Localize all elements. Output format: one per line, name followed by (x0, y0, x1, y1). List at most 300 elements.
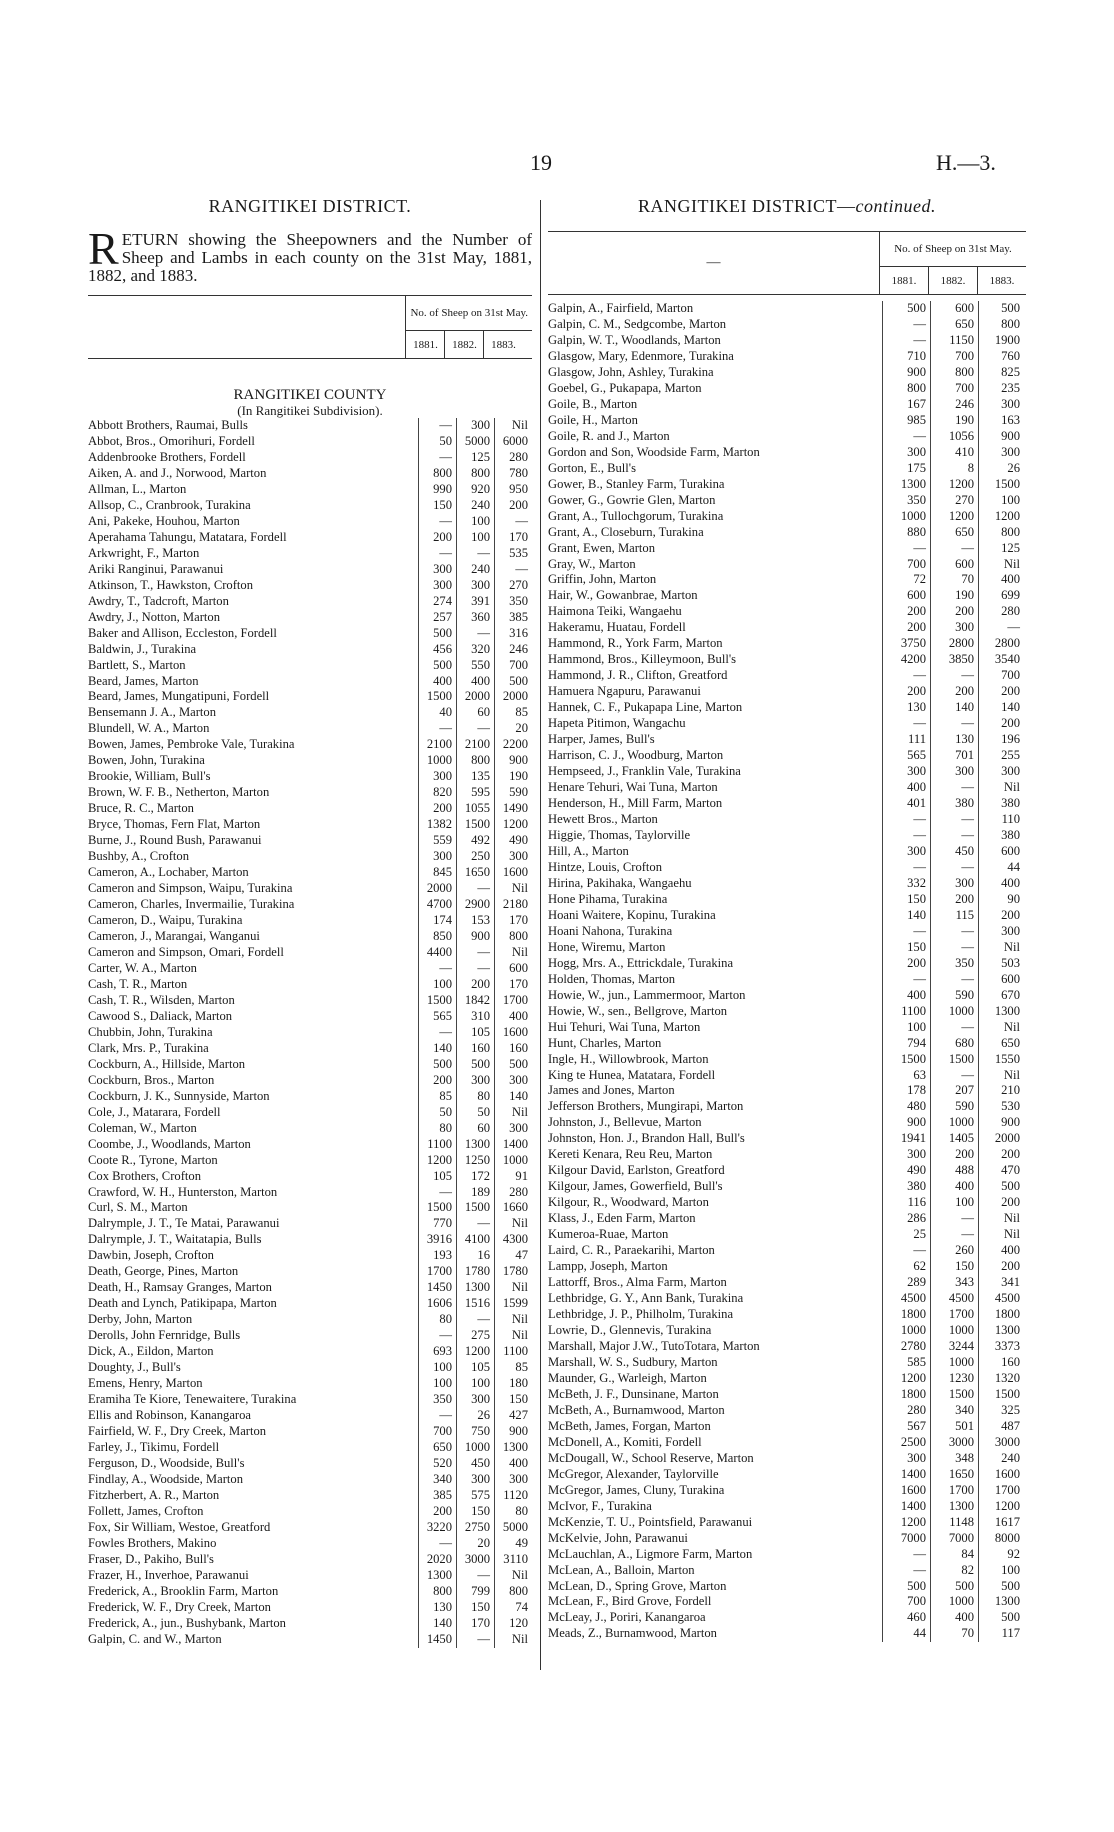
table-row (548, 668, 1026, 684)
sheep-1882: 1780 (456, 1264, 494, 1280)
sheep-1882: 800 (456, 753, 494, 769)
table-row (548, 780, 1026, 796)
sheep-1882: 400 (930, 1179, 978, 1195)
table-row (88, 1312, 532, 1328)
sheep-1882: 200 (930, 684, 978, 700)
table-row (88, 1328, 532, 1344)
sheep-1883: 300 (978, 445, 1026, 461)
sheep-1883: 4500 (978, 1291, 1026, 1307)
sheep-1882: 1650 (456, 865, 494, 881)
sheep-1881: 300 (418, 578, 456, 594)
sheep-1881: 1300 (418, 1568, 456, 1584)
sheep-1881: 2500 (882, 1435, 930, 1451)
table-row (548, 940, 1026, 956)
table-row (88, 1153, 532, 1169)
sheep-1882: 300 (456, 1472, 494, 1488)
sheep-1883: 400 (978, 876, 1026, 892)
table-row (88, 610, 532, 626)
sheep-1883: 200 (978, 908, 1026, 924)
sheep-1881: 1200 (882, 1515, 930, 1531)
table-row (88, 1200, 532, 1216)
table-row (548, 1147, 1026, 1163)
table-row (88, 1073, 532, 1089)
sheep-1883: 650 (978, 1036, 1026, 1052)
table-row (88, 865, 532, 881)
table-row (548, 1020, 1026, 1036)
sheep-1881: 80 (418, 1121, 456, 1137)
sheep-1881: 1500 (418, 1200, 456, 1216)
sheep-1882: — (930, 1020, 978, 1036)
sheep-1881: 1500 (882, 1052, 930, 1068)
sheep-1882: 100 (456, 530, 494, 546)
sheep-1881: 700 (418, 1424, 456, 1440)
sheep-1881: 178 (882, 1083, 930, 1099)
sheep-1883: 600 (978, 972, 1026, 988)
owner-name: Coleman, W., Marton (88, 1120, 197, 1135)
sheep-1881: 1800 (882, 1307, 930, 1323)
sheep-1883: 300 (494, 1472, 532, 1488)
owner-name: Higgie, Thomas, Taylorville (548, 827, 691, 842)
owner-name: Death, George, Pines, Marton (88, 1264, 239, 1279)
sheep-1883: 300 (494, 1121, 532, 1137)
table-row (548, 1179, 1026, 1195)
owner-name: Bowen, John, Turakina (88, 753, 205, 768)
table-row (88, 1408, 532, 1424)
sheep-1883: 1400 (494, 1137, 532, 1153)
sheep-1881: 1100 (882, 1004, 930, 1020)
owner-name: Fowles Brothers, Makino (88, 1535, 217, 1550)
table-row (548, 1243, 1026, 1259)
sheep-1881: 1500 (418, 993, 456, 1009)
table-row (88, 1552, 532, 1568)
sheep-1882: 1000 (930, 1323, 978, 1339)
owner-name: Beard, James, Mungatipuni, Fordell (88, 689, 270, 704)
table-row (548, 1387, 1026, 1403)
sheep-1881: 800 (418, 1584, 456, 1600)
name-column-header: — (548, 232, 880, 294)
sheep-1882: 701 (930, 748, 978, 764)
table-row (88, 817, 532, 833)
sheep-1883: 6000 (494, 434, 532, 450)
owner-name: Doughty, J., Bull's (88, 1360, 181, 1375)
sheep-1881: 693 (418, 1344, 456, 1360)
owner-name: Brown, W. F. B., Netherton, Marton (88, 785, 270, 800)
owner-name: Cox Brothers, Crofton (88, 1168, 201, 1183)
sheep-1883: Nil (978, 1068, 1026, 1084)
table-row (88, 1600, 532, 1616)
sheep-1883: 110 (978, 812, 1026, 828)
sheep-1881: 400 (418, 674, 456, 690)
owner-name: Cawood S., Daliack, Marton (88, 1008, 233, 1023)
sheep-1883: 1700 (978, 1483, 1026, 1499)
sheep-1882: 4500 (930, 1291, 978, 1307)
table-row (548, 636, 1026, 652)
sheep-1881: 140 (418, 1616, 456, 1632)
sheep-1883: 400 (494, 1009, 532, 1025)
sheep-1881: — (882, 828, 930, 844)
sheep-1881: 650 (418, 1440, 456, 1456)
sheep-1881: — (882, 812, 930, 828)
sheep-1881: 105 (418, 1169, 456, 1185)
sheep-1883: 170 (494, 530, 532, 546)
sheep-1881: 1200 (882, 1371, 930, 1387)
table-row (88, 1392, 532, 1408)
sheep-1881: 1382 (418, 817, 456, 833)
table-row (548, 1131, 1026, 1147)
owner-name: Galpin, W. T., Woodlands, Marton (548, 332, 721, 347)
table-row (88, 1280, 532, 1296)
sheep-1881: 111 (882, 732, 930, 748)
owner-name: Hui Tehuri, Wai Tuna, Marton (548, 1019, 701, 1034)
table-row (548, 988, 1026, 1004)
sheep-1881: 340 (418, 1472, 456, 1488)
table-row (548, 381, 1026, 397)
sheep-1883: Nil (494, 1280, 532, 1296)
sheep-1882: 300 (456, 418, 494, 434)
sheep-1881: 900 (882, 365, 930, 381)
owner-name: Arkwright, F., Marton (88, 545, 200, 560)
sheep-1882: 82 (930, 1563, 978, 1579)
sheep-1882: — (930, 541, 978, 557)
owner-name: Bryce, Thomas, Fern Flat, Marton (88, 817, 261, 832)
owner-name: Frederick, W. F., Dry Creek, Marton (88, 1599, 271, 1614)
sheep-1883: 487 (978, 1419, 1026, 1435)
sheep-1881: 770 (418, 1216, 456, 1232)
sheep-1883: 1599 (494, 1296, 532, 1312)
sheep-1883: 300 (494, 1073, 532, 1089)
table-row (548, 860, 1026, 876)
sheep-1881: — (418, 961, 456, 977)
sheep-1883: 85 (494, 1360, 532, 1376)
table-row (88, 1137, 532, 1153)
sheep-1882: 1000 (930, 1355, 978, 1371)
table-row (88, 1232, 532, 1248)
sheep-1883: 825 (978, 365, 1026, 381)
sheep-1883: 3540 (978, 652, 1026, 668)
sheep-1881: 300 (882, 764, 930, 780)
table-row (88, 977, 532, 993)
sheep-1881: 300 (882, 1451, 930, 1467)
sheep-1883: 210 (978, 1083, 1026, 1099)
sheep-1881: 300 (882, 844, 930, 860)
owner-name: Ingle, H., Willowbrook, Marton (548, 1051, 709, 1066)
sheep-1883: 427 (494, 1408, 532, 1424)
sheep-1882: 501 (930, 1419, 978, 1435)
sheep-1883: 3110 (494, 1552, 532, 1568)
owner-name: Frazer, H., Inverhoe, Parawanui (88, 1567, 249, 1582)
sheep-1882: 100 (456, 514, 494, 530)
owner-name: Meads, Z., Burnamwood, Marton (548, 1626, 717, 1641)
sheep-1882: 60 (456, 1121, 494, 1137)
sheep-1881: 456 (418, 642, 456, 658)
owner-name: Bushby, A., Crofton (88, 849, 189, 864)
sheep-1883: 1500 (978, 477, 1026, 493)
owner-name: Brookie, William, Bull's (88, 769, 211, 784)
table-row (548, 1052, 1026, 1068)
sheep-1881: 150 (882, 940, 930, 956)
sheep-1881: 565 (418, 1009, 456, 1025)
table-row (548, 1483, 1026, 1499)
sheep-count-header: No. of Sheep on 31st May. (880, 232, 1026, 267)
sheep-1881: 62 (882, 1259, 930, 1275)
owner-name: Aperahama Tahungu, Matatara, Fordell (88, 529, 287, 544)
sheep-1882: 300 (930, 620, 978, 636)
sheep-1883: 270 (494, 578, 532, 594)
sheep-1883: Nil (494, 1216, 532, 1232)
sheep-1881: 820 (418, 785, 456, 801)
table-row (88, 689, 532, 705)
owner-list-right (548, 301, 1026, 1642)
sheep-1881: 130 (882, 700, 930, 716)
sheep-1881: 150 (882, 892, 930, 908)
sheep-1883: 200 (978, 684, 1026, 700)
sheep-1883: 240 (978, 1451, 1026, 1467)
year-1883-header: 1883. (989, 274, 1015, 287)
table-row (548, 1275, 1026, 1291)
sheep-1883: 1500 (978, 1387, 1026, 1403)
table-row (88, 562, 532, 578)
sheep-1883: Nil (494, 1312, 532, 1328)
owner-name: Jefferson Brothers, Mungirapi, Marton (548, 1099, 744, 1114)
sheep-1882: 1150 (930, 333, 978, 349)
sheep-1881: 2000 (418, 881, 456, 897)
sheep-1883: 325 (978, 1403, 1026, 1419)
owner-name: Hoani Nahona, Turakina (548, 923, 673, 938)
sheep-1881: 1200 (418, 1153, 456, 1169)
table-row (88, 1520, 532, 1536)
sheep-1883: 316 (494, 626, 532, 642)
owner-name: Hill, A., Marton (548, 843, 629, 858)
owner-name: Dalrymple, J. T., Te Matai, Parawanui (88, 1216, 280, 1231)
sheep-1883: 1780 (494, 1264, 532, 1280)
owner-name: James and Jones, Marton (548, 1083, 675, 1098)
table-row (548, 413, 1026, 429)
sheep-1883: 800 (978, 525, 1026, 541)
owner-name: Cameron and Simpson, Waipu, Turakina (88, 881, 293, 896)
table-row (548, 892, 1026, 908)
sheep-1883: 1900 (978, 333, 1026, 349)
sheep-1882: 1516 (456, 1296, 494, 1312)
owner-name: Crawford, W. H., Hunterston, Marton (88, 1184, 278, 1199)
owner-name: Kilgour, James, Gowerfield, Bull's (548, 1179, 723, 1194)
sheep-1883: 300 (978, 397, 1026, 413)
sheep-1882: 348 (930, 1451, 978, 1467)
sheep-1883: 49 (494, 1536, 532, 1552)
owner-name: Klass, J., Eden Farm, Marton (548, 1211, 696, 1226)
sheep-1883: 800 (494, 1584, 532, 1600)
table-row (548, 301, 1026, 317)
sheep-1883: 26 (978, 461, 1026, 477)
sheep-1881: 174 (418, 913, 456, 929)
sheep-1881: 700 (882, 1594, 930, 1610)
owner-name: Curl, S. M., Marton (88, 1200, 188, 1215)
sheep-1883: — (494, 562, 532, 578)
sheep-1883: 160 (978, 1355, 1026, 1371)
table-row (88, 737, 532, 753)
sheep-1883: 1200 (978, 509, 1026, 525)
sheep-1881: 1100 (418, 1137, 456, 1153)
sheep-1881: 520 (418, 1456, 456, 1472)
sheep-1882: 70 (930, 1626, 978, 1642)
sheep-1882: 70 (930, 572, 978, 588)
page-code: H.—3. (936, 150, 996, 175)
sheep-1882: 700 (930, 381, 978, 397)
table-row (88, 753, 532, 769)
table-row (548, 1451, 1026, 1467)
owner-name: McLeay, J., Poriri, Kanangaroa (548, 1610, 706, 1625)
subdivision-heading: (In Rangitikei Subdivision). (237, 403, 383, 418)
owner-name: Harper, James, Bull's (548, 732, 655, 747)
sheep-1881: 100 (418, 1360, 456, 1376)
sheep-1883: 80 (494, 1504, 532, 1520)
table-row (88, 849, 532, 865)
table-row (548, 317, 1026, 333)
owner-name: Bartlett, S., Marton (88, 657, 186, 672)
owner-name: Farley, J., Tikimu, Fordell (88, 1440, 220, 1454)
table-row (548, 1291, 1026, 1307)
sheep-1881: 1000 (882, 509, 930, 525)
sheep-1882: 105 (456, 1025, 494, 1041)
sheep-1883: 20 (494, 721, 532, 737)
owner-name: Clark, Mrs. P., Turakina (88, 1040, 209, 1055)
owner-name: Abbot, Bros., Omorihuri, Fordell (88, 433, 255, 448)
sheep-1882: — (456, 1568, 494, 1584)
sheep-1883: 1120 (494, 1488, 532, 1504)
sheep-1881: 500 (882, 1579, 930, 1595)
table-row (548, 1419, 1026, 1435)
sheep-1881: 4400 (418, 945, 456, 961)
sheep-1882: — (930, 1211, 978, 1227)
sheep-1881: 380 (882, 1179, 930, 1195)
sheep-1881: 990 (418, 482, 456, 498)
sheep-1882: 200 (930, 604, 978, 620)
sheep-1881: 1400 (882, 1467, 930, 1483)
sheep-1882: 105 (456, 1360, 494, 1376)
table-row (548, 828, 1026, 844)
table-row (88, 1424, 532, 1440)
sheep-1881: — (882, 924, 930, 940)
table-row (88, 1440, 532, 1456)
sheep-1883: 800 (494, 929, 532, 945)
sheep-1882: 1300 (456, 1280, 494, 1296)
table-row (548, 477, 1026, 493)
sheep-1882: 600 (930, 557, 978, 573)
sheep-1881: 3750 (882, 636, 930, 652)
owner-name: Burne, J., Round Bush, Parawanui (88, 833, 262, 848)
table-row (88, 1089, 532, 1105)
sheep-1882: 1200 (930, 509, 978, 525)
sheep-1882: 1842 (456, 993, 494, 1009)
table-row (548, 908, 1026, 924)
sheep-1882: 800 (930, 365, 978, 381)
sheep-1883: Nil (978, 940, 1026, 956)
sheep-1881: 80 (418, 1312, 456, 1328)
table-row (548, 1610, 1026, 1626)
table-row (88, 801, 532, 817)
sheep-1882: 343 (930, 1275, 978, 1291)
sheep-1881: 193 (418, 1248, 456, 1264)
sheep-1883: Nil (494, 418, 532, 434)
owner-name: Galpin, C. M., Sedgcombe, Marton (548, 316, 727, 331)
sheep-1882: 1700 (930, 1483, 978, 1499)
owner-name: Frederick, A., Brooklin Farm, Marton (88, 1583, 279, 1598)
sheep-1883: 1300 (978, 1323, 1026, 1339)
table-row (548, 1626, 1026, 1642)
sheep-1881: 2020 (418, 1552, 456, 1568)
sheep-1881: 63 (882, 1068, 930, 1084)
sheep-1882: 207 (930, 1083, 978, 1099)
table-row (548, 1036, 1026, 1052)
sheep-1882: 750 (456, 1424, 494, 1440)
owner-name: Lampp, Joseph, Marton (548, 1259, 668, 1274)
owner-name: Holden, Thomas, Marton (548, 971, 676, 986)
table-row (88, 721, 532, 737)
sheep-1882: 50 (456, 1105, 494, 1121)
sheep-1883: 196 (978, 732, 1026, 748)
table-row (548, 732, 1026, 748)
sheep-1882: 3000 (456, 1552, 494, 1568)
table-row (548, 349, 1026, 365)
owner-name: Hone, Wiremu, Marton (548, 939, 666, 954)
owner-name: Glasgow, Mary, Edenmore, Turakina (548, 348, 734, 363)
table-row (548, 333, 1026, 349)
owner-name: Gorton, E., Bull's (548, 460, 636, 475)
sheep-1883: 3000 (978, 1435, 1026, 1451)
left-column (88, 196, 532, 1648)
sheep-1882: 410 (930, 445, 978, 461)
sheep-1882: 160 (456, 1041, 494, 1057)
right-column (548, 196, 1026, 1642)
sheep-1882: — (456, 721, 494, 737)
table-row (88, 785, 532, 801)
sheep-1882: 799 (456, 1584, 494, 1600)
table-row (548, 1467, 1026, 1483)
sheep-1882: 3000 (930, 1435, 978, 1451)
sheep-1881: — (882, 1563, 930, 1579)
table-row (88, 626, 532, 642)
table-row (88, 1248, 532, 1264)
table-row (88, 1296, 532, 1312)
sheep-1881: 585 (882, 1355, 930, 1371)
sheep-1882: 2900 (456, 897, 494, 913)
sheep-1882: 450 (930, 844, 978, 860)
sheep-1883: 140 (978, 700, 1026, 716)
sheep-1881: 1600 (882, 1483, 930, 1499)
sheep-1881: 280 (882, 1403, 930, 1419)
sheep-1882: 650 (930, 525, 978, 541)
owner-name: Goile, B., Marton (548, 396, 638, 411)
sheep-1883: 120 (494, 1616, 532, 1632)
owner-name: McLauchlan, A., Ligmore Farm, Marton (548, 1546, 753, 1561)
sheep-1883: Nil (978, 1211, 1026, 1227)
sheep-1883: 670 (978, 988, 1026, 1004)
sheep-1881: 300 (882, 445, 930, 461)
owner-name: Chubbin, John, Turakina (88, 1024, 213, 1039)
table-row (548, 1004, 1026, 1020)
table-row (548, 1259, 1026, 1275)
table-header (88, 295, 532, 359)
owner-name: Fitzherbert, A. R., Marton (88, 1487, 220, 1502)
sheep-1881: — (418, 1025, 456, 1041)
owner-name: McLean, A., Balloin, Marton (548, 1562, 695, 1577)
table-row (548, 1323, 1026, 1339)
owner-name: Hoani Waitere, Kopinu, Turakina (548, 907, 716, 922)
sheep-1883: 1320 (978, 1371, 1026, 1387)
owner-name: Maunder, G., Warleigh, Marton (548, 1370, 707, 1385)
sheep-1881: 50 (418, 434, 456, 450)
owner-name: Findlay, A., Woodside, Marton (88, 1471, 244, 1486)
sheep-1881: 300 (418, 849, 456, 865)
